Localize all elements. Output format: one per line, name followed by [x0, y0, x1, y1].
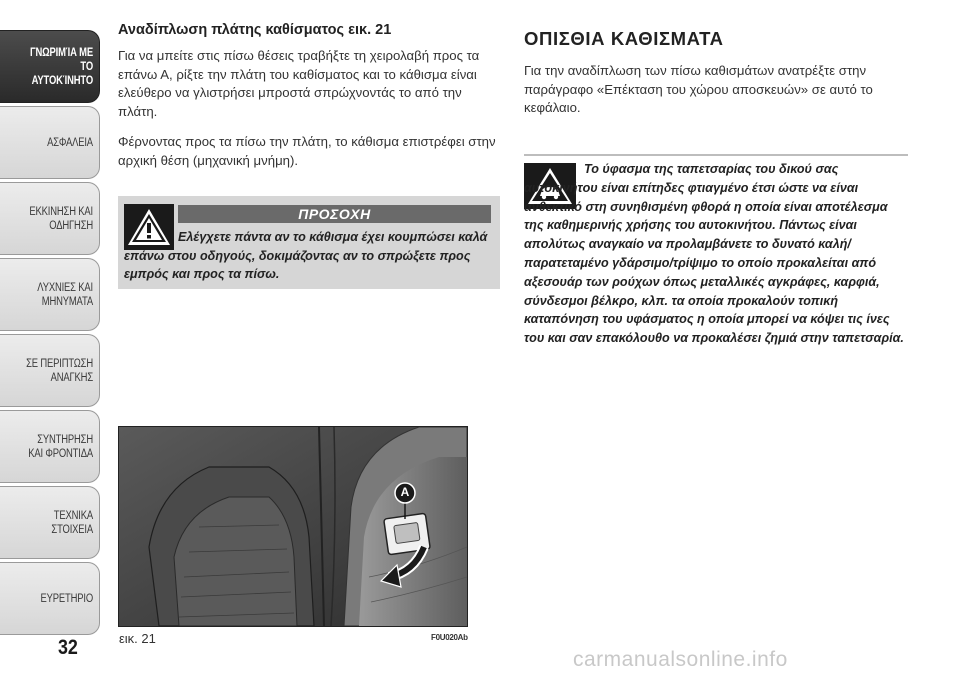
marker-a-label: A: [400, 485, 410, 499]
rear-seats-paragraph: Για την αναδίπλωση των πίσω καθισμάτων ανατρέξτε στην παράγραφο «Επέκταση του χώρου αποσκευών» σε αυτό το κεφάλαιο.: [524, 63, 873, 115]
divider: [524, 154, 908, 156]
tab-technical-data[interactable]: ΤΕΧΝΙΚΑ ΣΤΟΙΧΕΙΑ: [0, 486, 100, 559]
warning-box: [118, 196, 500, 289]
upholstery-note: [524, 160, 904, 348]
tab-warning-lights[interactable]: ΛΥΧΝΙΕΣ ΚΑΙ ΜΗΝΥΜΑΤΑ: [0, 258, 100, 331]
seat-figure: [118, 426, 468, 627]
left-column: [118, 22, 500, 182]
tab-emergency[interactable]: ΣΕ ΠΕΡΙΠΤΩΣΗ ΑΝΑΓΚΗΣ: [0, 334, 100, 407]
watermark: carmanualsonline.info: [573, 648, 788, 671]
paragraph-fold-seatback: Για να μπείτε στις πίσω θέσεις τραβήξτε τη χειρολαβή προς τα επάνω Α, ρίξτε την πλάτη του καθίσματος και το κάθισμα είναι ελεύθερο να γλιστρήσει μπροστά σπρώχνοντάς το από την πλάτη.: [118, 48, 480, 119]
seat-illustration: [119, 427, 467, 626]
tab-starting-driving[interactable]: ΕΚΚΙΝΗΣΗ ΚΑΙ ΟΔΗΓΗΣΗ: [0, 182, 100, 255]
figure-code: F0U020Ab: [431, 633, 468, 642]
tab-index[interactable]: ΕΥΡΕΤΗΡΙΟ: [0, 562, 100, 635]
tab-getting-to-know[interactable]: ΓΝΩΡΙΜΊΑ ΜΕ ΤΟ ΑΥΤΟΚΊΝΗΤΟ: [0, 30, 100, 103]
warning-title: ΠΡΟΣΟΧΗ: [178, 205, 491, 223]
figure-caption: εικ. 21: [119, 631, 156, 646]
section-title: Αναδίπλωση πλάτης καθίσματος εικ. 21: [118, 22, 392, 38]
tab-maintenance[interactable]: ΣΥΝΤΗΡΗΣΗ ΚΑΙ ΦΡΟΝΤΙΔΑ: [0, 410, 100, 483]
warning-text: Ελέγχετε πάντα αν το κάθισμα έχει κουμπώσει καλά επάνω στου οδηγούς, δοκιμάζοντας αν το σπρώξετε προς εμπρός και προς τα πίσω.: [124, 230, 488, 281]
tab-safety[interactable]: ΑΣΦΑΛΕΙΑ: [0, 106, 100, 179]
right-column: [524, 28, 908, 130]
upholstery-note-text: Το ύφασμα της ταπετσαρίας του δικού σας αυτοκινήτου είναι επίτηδες φτιαγμένο έτσι ώστε να είναι ανθεκτικό στη συνηθισμένη φθορά η οποία είναι αποτέλεσμα της καθημερινής χρήσης του αυτοκινήτου. Πάντως είναι απολύτως αναγκαίο να προλαμβάνετε το δυνατό καλή/ παρατεταμένο γδάρσιμο/τρίψιμο το οποίο προκαλείται από αξεσουάρ των ρούχων όπως μεταλλικές αγκράφες, καρφιά, σύνδεσμοι βέλκρο, κλπ. τα οποία προκαλούν τοπική καταπόνηση του υφάσματος η οποία μπορεί να κόψει τις ίνες του και σαν επακόλουθο να προκαλέσει ζημιά στην ταπετσαρία.: [524, 162, 904, 346]
rear-seats-title: ΟΠΙΣΘΙΑ ΚΑΘΙΣΜΑΤΑ: [524, 28, 724, 49]
paragraph-return-seat: Φέρνοντας προς τα πίσω την πλάτη, το κάθισμα επιστρέφει στην αρχική θέση (μηχανική μνήμη).: [118, 134, 496, 168]
page-number: 32: [58, 636, 78, 659]
